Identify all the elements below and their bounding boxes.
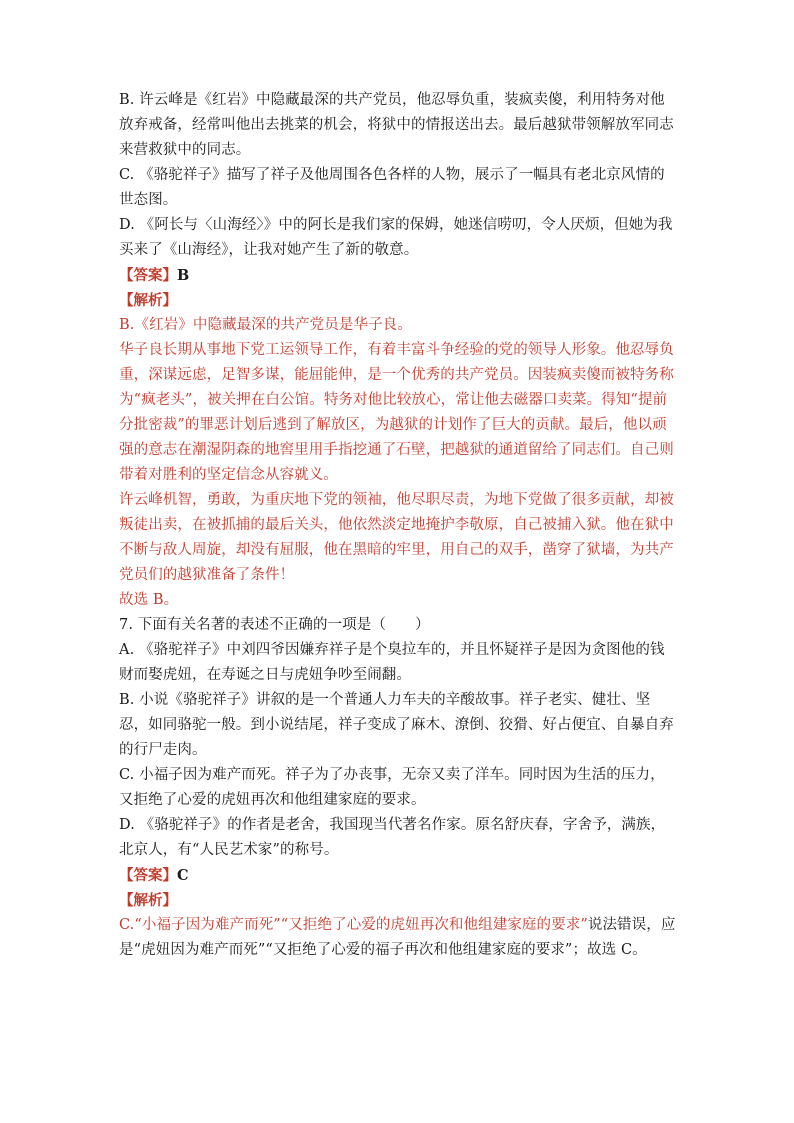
analysis-conclusion: 故选 B。 [119,592,179,608]
q7-answer-row [119,863,679,888]
answer-value: B [177,267,190,284]
q7-analysis-quote: C.“小福子因为难产而死”“又拒绝了心爱的虎妞再次和他组建家庭的要求” [119,917,588,933]
q7-option-d: D. 《骆驼祥子》的作者是老舍，我国现当代著名作家。原名舒庆春，字舍予，满族，北京人，有“人民艺术家”的称号。 [119,817,666,858]
answer-label: 【答案】 [119,267,177,284]
answer-row [119,263,679,288]
q7-answer-value: C [177,867,189,884]
analysis-p2-part2: ，被关押在白公馆。特务对他比较放心，常让他去磁器口卖菜。得知“提前分批密裁”的罪恶计划后逃到了解放区，为越狱的计划作了巨大的贡献。最后，他以顽强的意志在潮湿阴森的地窖里用手指挖通了石壁，把越狱的通道留给了同志们。自己则带着对胜利的坚定信念从容就义。 [119,392,674,483]
question-7-stem: 7. 下面有关名著的表述不正确的一项是（ ） [119,617,430,633]
q7-option-a: A. 《骆驼祥子》中刘四爷因嫌弃祥子是个臭拉车的，并且怀疑祥子是因为贪图他的钱财而娶虎妞，在寿诞之日与虎妞争吵至闹翻。 [119,642,665,683]
analysis-label: 【解析】 [119,292,177,309]
q7-option-b: B. 小说《骆驼祥子》讲叙的是一个普通人力车夫的辛酸故事。祥子老实、健壮、坚忍，如同骆驼一般。到小说结尾，祥子变成了麻木、潦倒、狡猾、好占便宜、自暴自弃的行尸走肉。 [119,692,674,758]
analysis-p2-part1: 华子良长期从事地下党工运领导工作，有着丰富斗争经验的党的领导人形象。他忍辱负重，深谋远虑，足智多谋，能屈能伸，是一个优秀的共产党员。因装疯卖傻而被特务称为 [119,342,674,408]
q7-answer-label: 【答案】 [119,867,177,884]
analysis-paragraph-2 [119,338,679,488]
analysis-paragraph-3: 许云峰机智，勇敢，为重庆地下党的领袖，他尽职尽责，为地下党做了很多贡献，却被叛徒出卖，在被抓捕的最后关头，他依然淡定地掩护李敬原，自己被捕入狱。他在狱中不断与敌人周旋，却没有屈服，他在黑暗的牢里，用自己的双手，凿穿了狱墙，为共产党员们的越狱准备了条件！ [119,492,674,583]
option-c-text: C. 《骆驼祥子》描写了祥子及他周围各色各样的人物，展示了一幅具有老北京风情的世态图。 [119,167,665,208]
q7-analysis-rest: 说法错误，应是“虎妞因为难产而死”“又拒绝了心爱的福子再次和他组建家庭的要求”；故选 C。 [119,917,676,958]
q7-analysis-text [119,913,679,963]
analysis-line-1: B.《红岩》中隐藏最深的共产党员是华子良。 [119,317,412,333]
q7-analysis-label: 【解析】 [119,892,177,909]
document-page [119,88,679,963]
option-b-text: B. 许云峰是《红岩》中隐藏最深的共产党员，他忍辱负重，装疯卖傻，利用特务对他放弃戒备，经常叫他出去挑菜的机会，将狱中的情报送出去。最后越狱带领解放军同志来营救狱中的同志。 [119,92,674,158]
option-d-text: D. 《阿长与〈山海经〉》中的阿长是我们家的保姆，她迷信唠叨，令人厌烦，但她为我买来了《山海经》，让我对她产生了新的敬意。 [119,217,673,258]
q7-option-c: C. 小福子因为难产而死。祥子为了办丧事，无奈又卖了洋车。同时因为生活的压力，又拒绝了心爱的虎妞再次和他组建家庭的要求。 [119,767,665,808]
analysis-p2-quote: “疯老头” [133,392,193,408]
